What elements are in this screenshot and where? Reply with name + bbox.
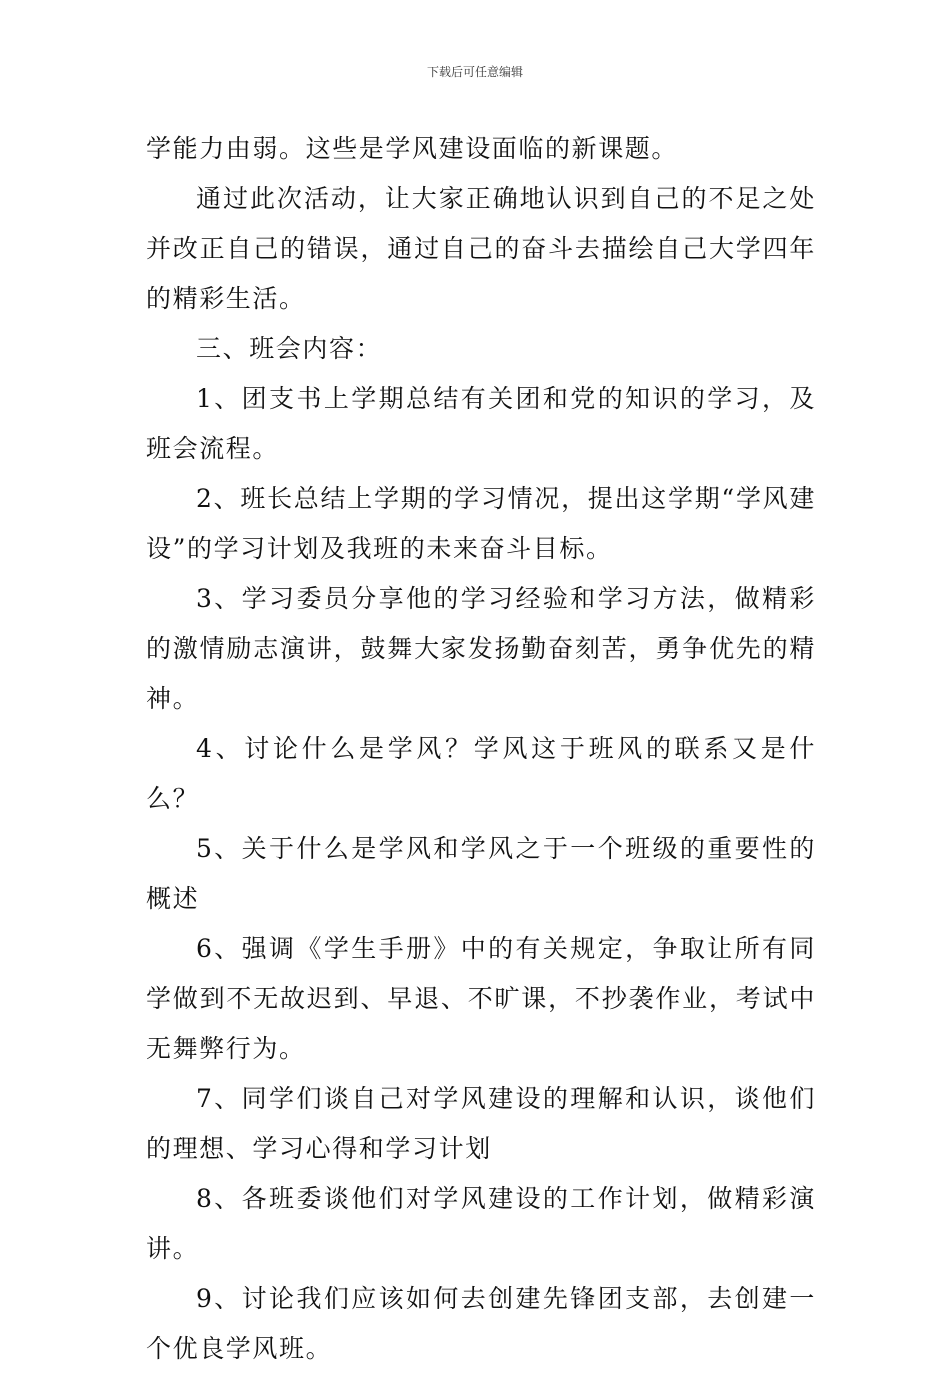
section-heading: 三、班会内容： <box>196 334 383 363</box>
list-item: 2、班长总结上学期的学习情况，提出这学期“学风建设”的学习计划及我班的未来奋斗目标。 <box>146 484 816 563</box>
list-item: 6、强调《学生手册》中的有关规定，争取让所有同学做到不无故迟到、早退、不旷课，不抄袭作业，考试中无舞弊行为。 <box>146 934 816 1063</box>
list-item: 7、同学们谈自己对学风建设的理解和认识，谈他们的理想、学习心得和学习计划 <box>146 1084 816 1163</box>
paragraph: 通过此次活动，让大家正确地认识到自己的不足之处并改正自己的错误，通过自己的奋斗去描绘自己大学四年的精彩生活。 <box>146 184 816 313</box>
list-item: 1、团支书上学期总结有关团和党的知识的学习，及班会流程。 <box>146 384 816 463</box>
list-item: 4、讨论什么是学风？学风这于班风的联系又是什么？ <box>146 734 816 813</box>
page-header: 下载后可任意编辑 <box>426 65 523 79</box>
list-item: 8、各班委谈他们对学风建设的工作计划，做精彩演讲。 <box>146 1184 816 1263</box>
list-item: 3、学习委员分享他的学习经验和学习方法，做精彩的激情励志演讲，鼓舞大家发扬勤奋刻苦，勇争优先的精神。 <box>146 584 816 713</box>
list-item: 9、讨论我们应该如何去创建先锋团支部，去创建一个优良学风班。 <box>146 1284 816 1363</box>
document-body <box>146 124 816 1374</box>
list-item: 5、关于什么是学风和学风之于一个班级的重要性的概述 <box>146 834 816 913</box>
paragraph: 学能力由弱。这些是学风建设面临的新课题。 <box>146 134 679 163</box>
